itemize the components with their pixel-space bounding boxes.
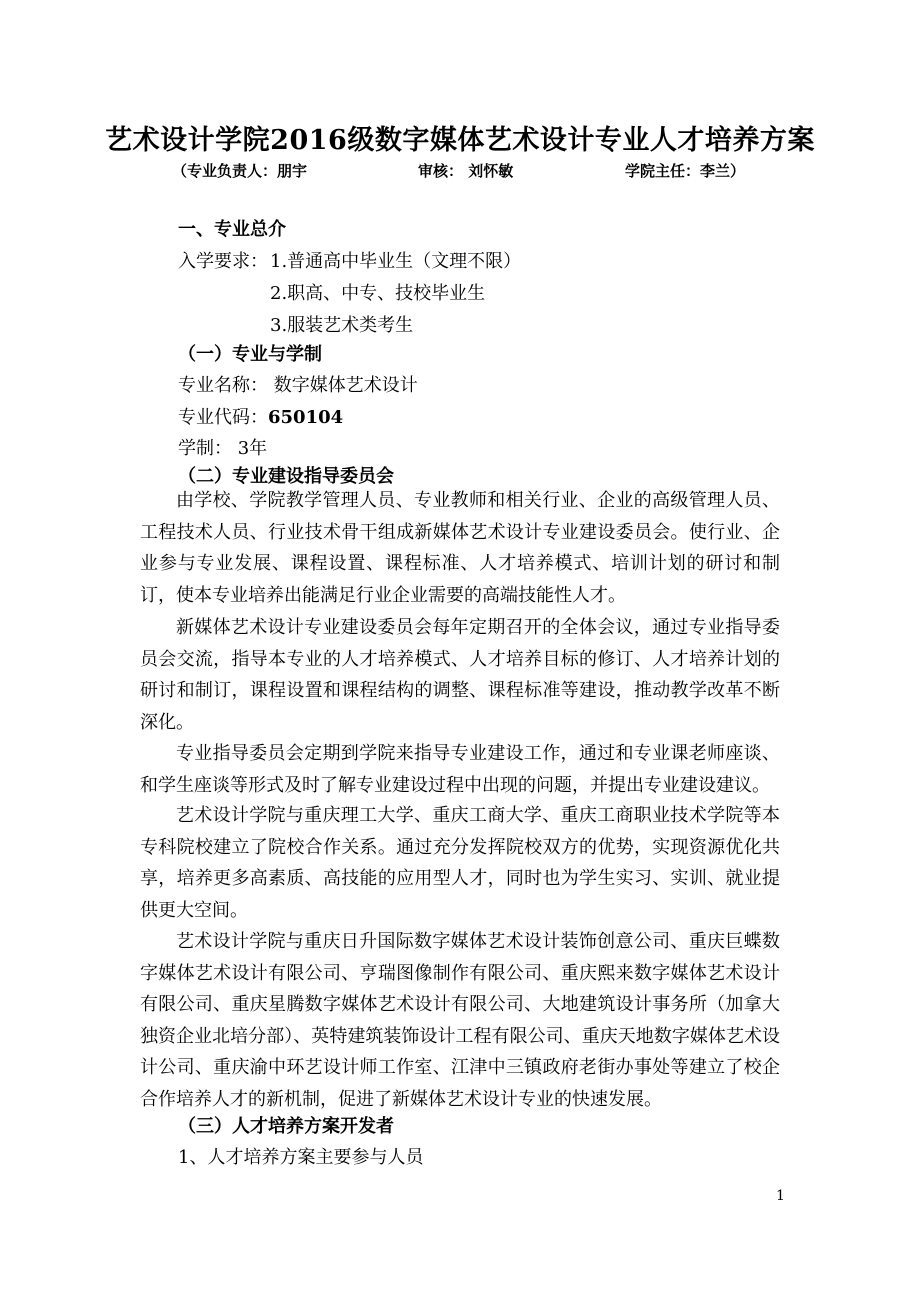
meta-leader: （专业负责人：朋宇 xyxy=(172,162,308,180)
paragraph-enterprise-cooperation: 艺术设计学院与重庆日升国际数字媒体艺术设计装饰创意公司、重庆巨蝶数字媒体艺术设计有限公司、亨瑞图像制作有限公司、重庆熙来数字媒体艺术设计有限公司、重庆星腾数字媒体艺术设计有限公司、大地建筑设计事务所（加拿大独资企业北培分部）、英特建筑装饰设计工程有限公司、重庆天地数字媒体艺术设计公司、重庆渝中环艺设计师工作室、江津中三镇政府老街办事处等建立了校企合作培养人才的新机制，促进了新媒体艺术设计专业的快速发展。 xyxy=(140,931,780,1110)
admission-item-3: 3.服装艺术类考生 xyxy=(270,315,414,336)
paragraph-committee-meetings: 新媒体艺术设计专业建设委员会每年定期召开的全体会议，通过专业指导委员会交流，指导本专业的人才培养模式、人才培养目标的修订、人才培养计划的研讨和制订，课程设置和课程结构的调整、课程标准等建设，推动教学改革不断深化。 xyxy=(140,617,780,733)
subsection-heading-developers: （三）人才培养方案开发者 xyxy=(178,1116,394,1137)
paragraph-school-cooperation: 艺术设计学院与重庆理工大学、重庆工商大学、重庆工商职业技术学院等本专科院校建立了院校合作关系。通过充分发挥院校双方的优势，实现资源优化共享，培养更多高素质、高技能的应用型人才，同时也为学生实习、实训、就业提供更大空间。 xyxy=(140,805,780,921)
paragraph-committee-composition: 由学校、学院教学管理人员、专业教师和相关行业、企业的高级管理人员、工程技术人员、行业技术骨干组成新媒体艺术设计专业建设委员会。使行业、企业参与专业发展、课程设置、课程标准、人才培养模式、培训计划的研讨和制订，使本专业培养出能满足行业企业需要的高端技能性人才。 xyxy=(140,490,780,606)
study-duration: 学制： 3年 xyxy=(178,438,268,459)
meta-dean: 学院主任：李兰） xyxy=(625,162,746,180)
page-number: 1 xyxy=(776,1188,785,1204)
list-item-participants: 1、人才培养方案主要参与人员 xyxy=(178,1147,424,1168)
admission-item-1: 1.普通高中毕业生（文理不限） xyxy=(270,251,522,272)
paragraph-committee-visits: 专业指导委员会定期到学院来指导专业建设工作，通过和专业课老师座谈、和学生座谈等形式及时了解专业建设过程中出现的问题，并提出专业建设建议。 xyxy=(140,743,780,796)
major-code xyxy=(178,403,343,429)
admission-item-2: 2.职高、中专、技校毕业生 xyxy=(270,283,486,304)
major-code-value: 650104 xyxy=(268,407,344,428)
document-title: 艺术设计学院2016级数字媒体艺术设计专业人才培养方案 xyxy=(105,125,815,156)
admission-label: 入学要求： xyxy=(178,251,268,272)
major-code-label: 专业代码： xyxy=(178,407,268,428)
subsection-heading-major: （一）专业与学制 xyxy=(178,344,322,365)
section-heading-overview: 一、专业总介 xyxy=(178,219,286,240)
meta-review: 审核： 刘怀敏 xyxy=(418,162,514,180)
subsection-heading-committee: （二）专业建设指导委员会 xyxy=(178,466,394,487)
major-name: 专业名称： 数字媒体艺术设计 xyxy=(178,375,418,396)
